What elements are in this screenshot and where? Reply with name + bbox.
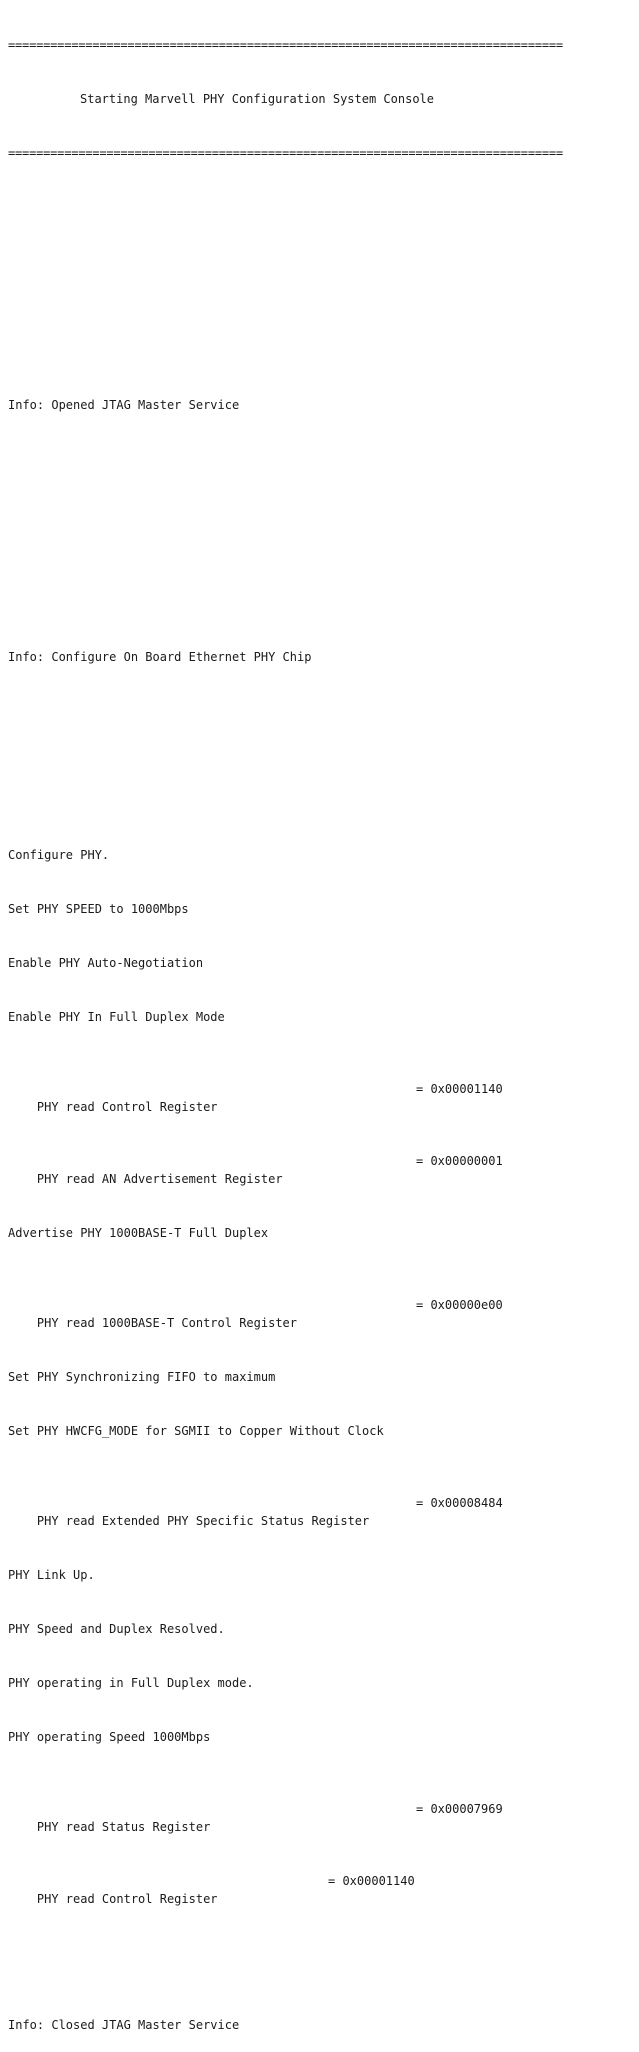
log-configure-phy: Configure PHY. xyxy=(8,848,110,862)
blank-line xyxy=(8,324,636,342)
log-full-duplex-mode: PHY operating in Full Duplex mode. xyxy=(8,1676,254,1690)
register-label: PHY read AN Advertisement Register xyxy=(36,1172,283,1186)
register-value: = 0x00000001 xyxy=(416,1154,503,1168)
blank-line xyxy=(8,774,636,792)
log-link-up: PHY Link Up. xyxy=(8,1568,95,1582)
register-value: = 0x00000e00 xyxy=(416,1298,503,1312)
log-read-an-advertisement xyxy=(8,1152,636,1186)
log-operating-speed: PHY operating Speed 1000Mbps xyxy=(8,1730,211,1744)
blank-line xyxy=(8,1944,636,1962)
log-info-close: Info: Closed JTAG Master Service xyxy=(8,2018,240,2032)
register-value: = 0x00007969 xyxy=(416,1802,503,1816)
log-info-open: Info: Opened JTAG Master Service xyxy=(8,398,240,412)
log-set-speed: Set PHY SPEED to 1000Mbps xyxy=(8,902,189,916)
log-set-hwcfg: Set PHY HWCFG_MODE for SGMII to Copper Without Clock xyxy=(8,1424,384,1438)
log-enable-full-duplex: Enable PHY In Full Duplex Mode xyxy=(8,1010,225,1024)
banner-rule-top: =============================================================================== xyxy=(8,38,563,52)
log-read-extended-status xyxy=(8,1494,636,1528)
banner-title: Starting Marvell PHY Configuration System Console xyxy=(80,92,435,106)
register-label: PHY read Control Register xyxy=(36,1892,218,1906)
blank-line xyxy=(8,576,636,594)
banner-rule-bottom: =============================================================================== xyxy=(8,146,563,160)
log-read-control-register-final xyxy=(8,1872,636,1906)
register-value: = 0x00001140 xyxy=(416,1082,503,1096)
blank-line xyxy=(8,720,636,738)
register-label: PHY read 1000BASE-T Control Register xyxy=(36,1316,297,1330)
blank-line xyxy=(8,522,636,540)
log-read-control-register xyxy=(8,1080,636,1114)
register-label: PHY read Control Register xyxy=(36,1100,218,1114)
blank-line xyxy=(8,216,636,234)
blank-line xyxy=(8,468,636,486)
log-speed-duplex-resolved: PHY Speed and Duplex Resolved. xyxy=(8,1622,225,1636)
console-output xyxy=(8,0,636,2052)
log-advertise-1000: Advertise PHY 1000BASE-T Full Duplex xyxy=(8,1226,269,1240)
register-label: PHY read Extended PHY Specific Status Register xyxy=(36,1514,370,1528)
blank-line xyxy=(8,270,636,288)
log-set-fifo: Set PHY Synchronizing FIFO to maximum xyxy=(8,1370,276,1384)
log-info-configure: Info: Configure On Board Ethernet PHY Chip xyxy=(8,650,312,664)
log-read-status-register xyxy=(8,1800,636,1834)
register-label: PHY read Status Register xyxy=(36,1820,211,1834)
log-enable-autoneg: Enable PHY Auto-Negotiation xyxy=(8,956,204,970)
register-value: = 0x00008484 xyxy=(416,1496,503,1510)
log-read-1000base-t-control xyxy=(8,1296,636,1330)
register-value: = 0x00001140 xyxy=(328,1874,415,1888)
